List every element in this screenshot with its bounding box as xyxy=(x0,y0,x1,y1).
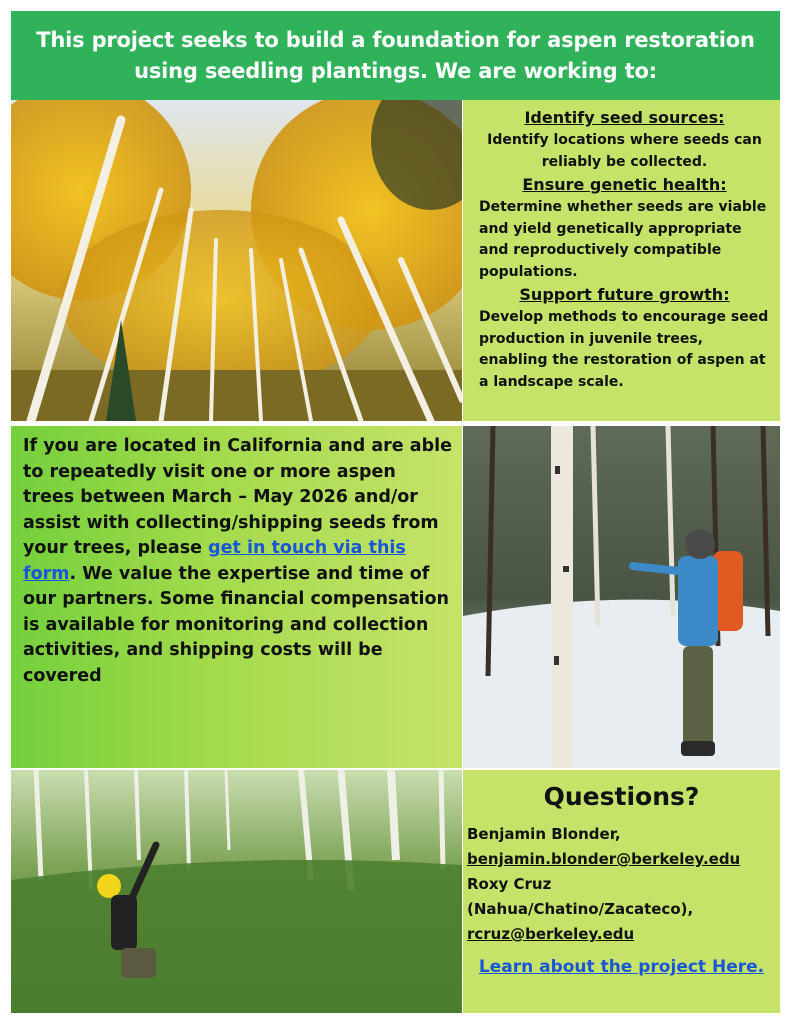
cta-text-before: If you are located in California and are able to repeatedly visit one or more aspen trees between March – May 2026 and/or assist with collecting/shipping seeds from your trees, please xyxy=(23,436,452,558)
goal-heading-genetic-health: Ensure genetic health: xyxy=(522,175,727,194)
contact1-name: Benjamin Blonder, xyxy=(467,825,621,843)
contact2-affiliation: (Nahua/Chatino/Zacateco), xyxy=(467,900,694,918)
contact1-email-link[interactable]: benjamin.blonder@berkeley.edu xyxy=(467,850,741,868)
goal-heading-future-growth: Support future growth: xyxy=(519,285,730,304)
questions-title: Questions? xyxy=(543,782,700,811)
aspen-canopy-photo xyxy=(11,100,462,421)
cta-text-after: . We value the expertise and time of our partners. Some financial compensation is available for monitoring and collection activities, and shipping costs will be covered xyxy=(23,563,449,686)
snow-forest-photo xyxy=(463,426,780,768)
banner-text: This project seeks to build a foundation for aspen restoration using seedling plantings. We are working to: xyxy=(36,27,755,83)
goals-panel xyxy=(463,100,780,421)
contact-form-link[interactable]: get in touch via this form xyxy=(23,538,406,584)
goal-body-genetic-health: Determine whether seeds are viable and yield genetically appropriate and reproductively compatible populations. xyxy=(479,199,767,280)
goal-body-future-growth: Develop methods to encourage seed production in juvenile trees, enabling the restoration of aspen at a landscape scale. xyxy=(479,309,769,390)
header-banner xyxy=(11,11,780,100)
green-forest-photo xyxy=(11,770,462,1013)
goal-body-seed-sources: Identify locations where seeds can reliably be collected. xyxy=(487,132,762,170)
contact2-email-link[interactable]: rcruz@berkeley.edu xyxy=(467,925,635,943)
contact2-name: Roxy Cruz xyxy=(467,875,552,893)
questions-panel xyxy=(463,770,780,1013)
goal-heading-seed-sources: Identify seed sources: xyxy=(524,108,725,127)
learn-more-link[interactable]: Learn about the project Here. xyxy=(478,957,765,977)
participation-panel xyxy=(11,426,462,768)
